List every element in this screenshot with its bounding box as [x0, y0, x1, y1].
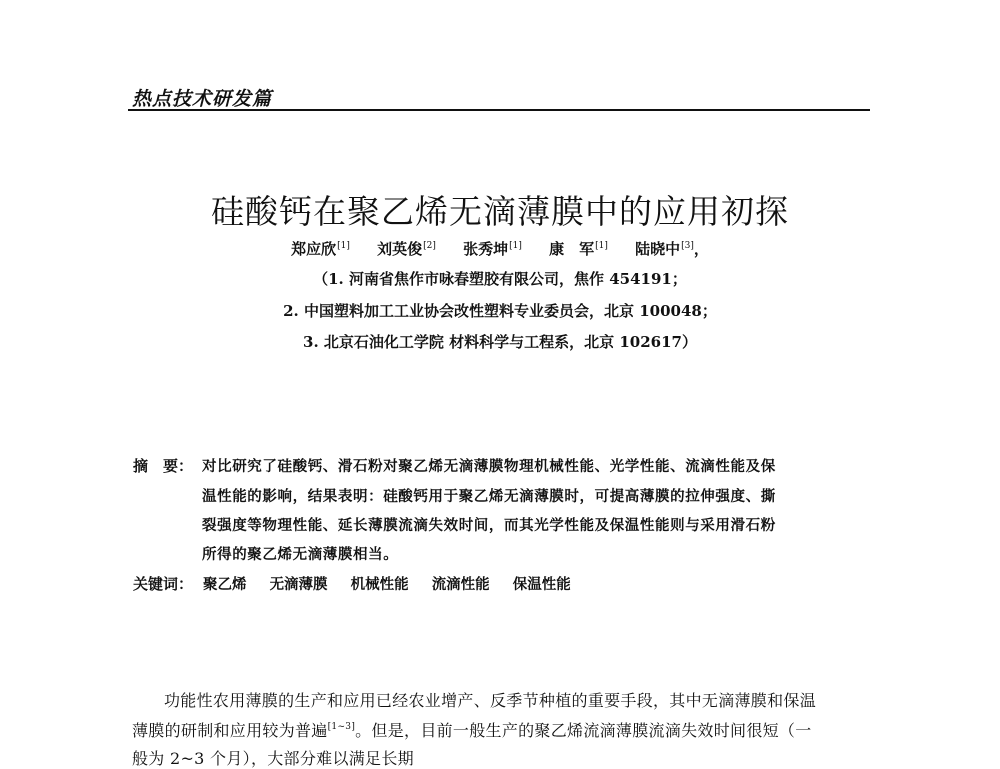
abstract-label: 摘 要：	[133, 457, 194, 475]
affiliation-2: 2. 中国塑料加工工业协会改性塑料专业委员会，北京 100048；	[283, 302, 717, 320]
affiliation-3: 3. 北京石油化工学院 材料科学与工程系，北京 102617）	[303, 333, 697, 351]
abstract-line: 裂强度等物理性能、延长薄膜流滴失效时间，而其光学性能及保温性能则与采用滑石粉	[202, 517, 776, 534]
author-name: 刘英俊	[377, 240, 423, 258]
abstract-line: 温性能的影响，结果表明：硅酸钙用于聚乙烯无滴薄膜时，可提高薄膜的拉伸强度、撕	[202, 488, 776, 505]
body-text-segment: 。但是，目前一般生产的聚乙烯流滴薄膜流滴失效时间很短（一	[355, 721, 812, 740]
author	[291, 238, 350, 259]
body-text-segment: 薄膜的研制和应用较为普遍	[132, 721, 328, 740]
author-name: 康 军	[549, 240, 595, 258]
keyword-list	[203, 573, 589, 594]
keyword: 保温性能	[512, 576, 571, 593]
abstract-line: 对比研究了硅酸钙、滑石粉对聚乙烯无滴薄膜物理机械性能、光学性能、流滴性能及保	[202, 458, 776, 475]
author-name: 张秀坤	[463, 240, 509, 258]
author	[463, 238, 522, 259]
keyword: 机械性能	[350, 576, 409, 593]
authors-trailing-comma: ，	[693, 240, 709, 258]
author	[635, 238, 709, 259]
author-ref: [1]	[595, 241, 608, 251]
section-header-label: 热点技术研发篇	[132, 88, 273, 110]
keyword: 流滴性能	[431, 576, 490, 593]
article-title: 硅酸钙在聚乙烯无滴薄膜中的应用初探	[211, 192, 789, 231]
abstract-line: 所得的聚乙烯无滴薄膜相当。	[202, 546, 399, 563]
body-text-line: 功能性农用薄膜的生产和应用已经农业增产、反季节种植的重要手段，其中无滴薄膜和保温	[164, 691, 817, 710]
author-ref: [3]	[681, 241, 694, 251]
author	[549, 238, 608, 259]
author-ref: [1]	[337, 241, 350, 251]
body-text-line: 般为 2~3 个月），大部分难以满足长期	[132, 749, 414, 768]
keyword: 聚乙烯	[203, 576, 247, 593]
keywords-label: 关键词：	[133, 575, 194, 593]
author-ref: [2]	[423, 241, 436, 251]
citation-ref: [1~3]	[327, 722, 356, 732]
keyword: 无滴薄膜	[269, 576, 328, 593]
affiliation-1: （1. 河南省焦作市咏春塑胶有限公司，焦作 454191；	[313, 270, 687, 288]
author-name: 陆晓中	[635, 240, 681, 258]
author-ref: [1]	[509, 241, 522, 251]
author-name: 郑应欣	[291, 240, 337, 258]
body-text-line	[132, 718, 812, 741]
header-rule	[128, 109, 870, 111]
author-list	[0, 238, 1000, 259]
author	[377, 238, 436, 259]
